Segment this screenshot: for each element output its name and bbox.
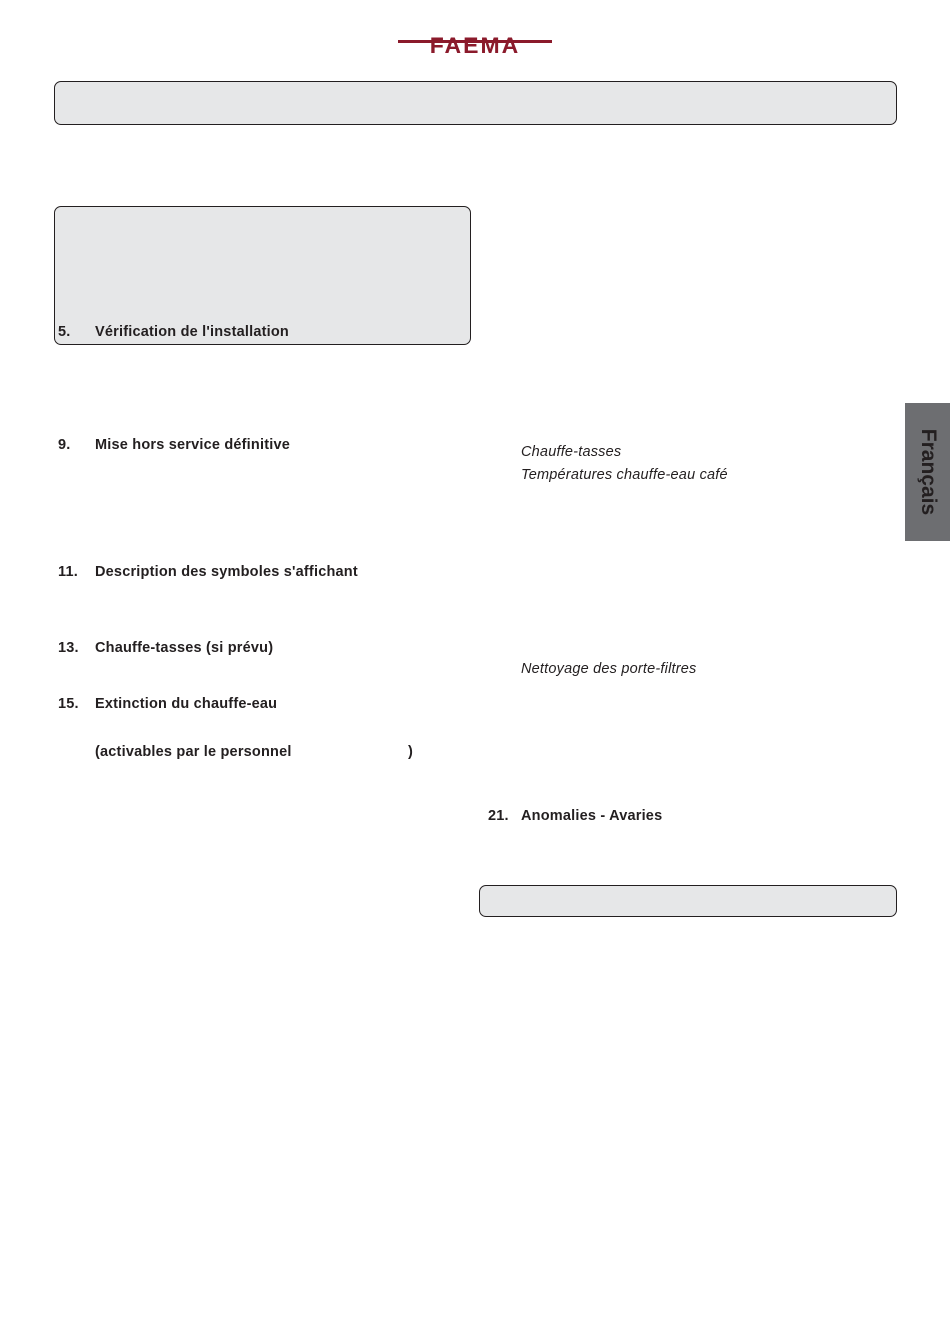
- header-panel: [54, 81, 897, 125]
- toc-subitem-chauffe-tasses[interactable]: Chauffe-tasses: [521, 444, 622, 460]
- toc-subitem-temperatures[interactable]: Températures chauffe-eau café: [521, 467, 728, 483]
- toc-title: (activables par le personnel: [95, 744, 292, 760]
- toc-number: 11.: [58, 564, 78, 580]
- faema-logo: [398, 34, 552, 58]
- toc-title: Description des symboles s'affichant: [95, 564, 358, 580]
- logo-text: FAEMA: [429, 34, 521, 58]
- section-panel-right: [479, 885, 897, 917]
- toc-number: 15.: [58, 696, 79, 712]
- faema-logo-icon: [398, 34, 552, 58]
- language-tab-label: Français: [916, 428, 940, 516]
- toc-subitem-nettoyage[interactable]: Nettoyage des porte-filtres: [521, 661, 697, 677]
- toc-number: 5.: [58, 324, 71, 340]
- toc-number: 9.: [58, 437, 71, 453]
- toc-title: Extinction du chauffe-eau: [95, 696, 278, 712]
- toc-number: 21.: [488, 808, 509, 824]
- toc-title: Chauffe-tasses (si prévu): [95, 640, 274, 656]
- closing-parenthesis: ): [408, 744, 414, 760]
- toc-title: Vérification de l'installation: [95, 324, 289, 340]
- toc-number: 13.: [58, 640, 79, 656]
- language-tab[interactable]: [905, 403, 950, 541]
- toc-title: Mise hors service définitive: [95, 437, 290, 453]
- toc-title: Anomalies - Avaries: [521, 808, 663, 824]
